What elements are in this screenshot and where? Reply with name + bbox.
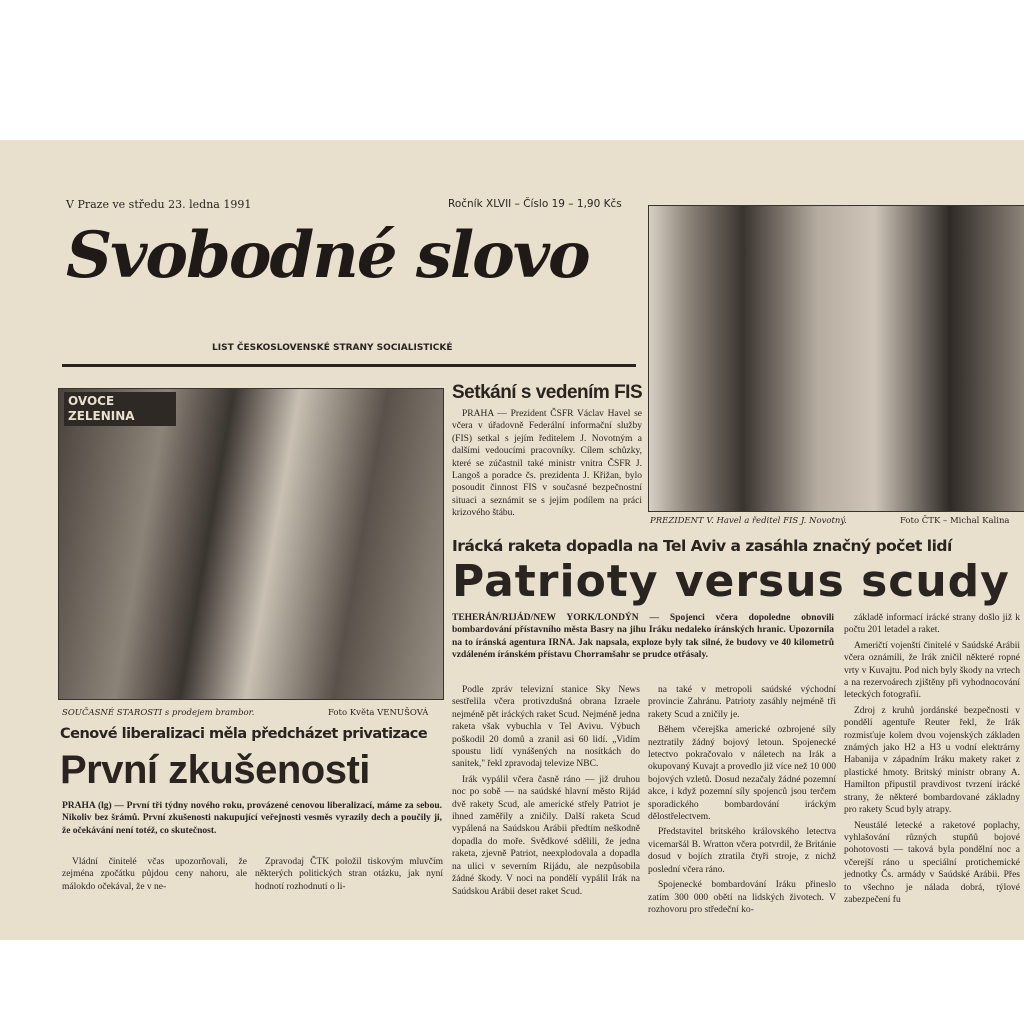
issue-date: V Praze ve středu 23. ledna 1991 xyxy=(66,198,252,211)
masthead-rule xyxy=(62,364,636,367)
issue-number: Ročník XLVII – Číslo 19 – 1,90 Kčs xyxy=(448,198,622,210)
paragraph: Podle zpráv televizní stanice Sky News sestřelila včera protivzdušná obrana Izraele nejméně pět iráckých raket Scud. Nejméně jedna raketa však vybuchla v Tel Avivu. Výbuch poškodil 20 domů a zranil asi 60 lidí. „Vidím spoustu lidí vynášených na nosítkách do sanitek," řekl zpravodaj televize NBC. xyxy=(452,685,640,770)
fis-body: PRAHA — Prezident ČSFR Václav Havel se včera v úřadovně Federální informační služby (FIS) setkal s jejím ředitelem J. Novotným a dalšími vedoucími pracovníky. Cílem schůzky, které se zúčastnil také ministr vnitra ČSFR J. Langoš a poradce čs. prezidenta J. Křižan, bylo posoudit činnost FIS v současné bezpečnostní situaci a seznámit se s jejím podílem na práci krizového štábu. xyxy=(452,409,642,519)
paragraph: Zpravodaj ČTK položil tiskovým mluvčím některých politických stran otázku, jak nyní hodnotí rozhodnutí o li- xyxy=(255,857,443,892)
paragraph: Představitel britského královského letectva vicemaršál B. Wratton včera potvrdil, že Británie dosud v bojích ztratila čtyři stroje, z nichž poslední včera ráno. xyxy=(648,827,836,875)
shop-sign: OVOCE ZELENINA xyxy=(64,392,176,426)
paragraph: Spojenecké bombardování Iráku přineslo zatím 300 000 obětí na lidských životech. V rozhovoru pro středeční ko- xyxy=(648,880,836,915)
fis-article xyxy=(452,408,642,523)
paragraph: na také v metropoli saúdské východní provincie Zahránu. Patrioty zasáhly nejméně tři rakety Scud a zničily je. xyxy=(648,685,836,720)
photo-havel-meeting xyxy=(648,205,1024,512)
main-headline: Patrioty versus scudy xyxy=(452,556,1010,607)
main-column-1 xyxy=(452,684,640,901)
photo-caption: PREZIDENT V. Havel a ředitel FIS J. Novotný. xyxy=(650,516,847,526)
masthead-logo: Svobodné slovo xyxy=(66,218,589,293)
prices-column-1 xyxy=(62,856,247,896)
paragraph: Zdroj z kruhů jordánské bezpečnosti v pondělí agentuře Reuter řekl, že Irák rozmisťuje kolem dvou vojenských základen známých jako H2 a H3 u vodní elektrárny Habanija v západním Iráku makety raket z plastické hmoty. Britský ministr obrany A. Hamilton připustil pravdivost tvrzení irácké strany, že některé bombardované základny pro rakety Scud byly atrapy. xyxy=(844,705,1020,816)
photo-credit: Foto ČTK – Michal Kalina xyxy=(900,516,1010,526)
masthead-subtitle: LIST ČESKOSLOVENSKÉ STRANY SOCIALISTICKÉ xyxy=(212,343,453,353)
prices-lead: PRAHA (lg) — První tři týdny nového roku, provázené cenovou liberalizací, máme za sebou. Nikoliv bez šrámů. První zkušenosti nakupující veřejnosti vesměs vyrazily dech a poučily ji, že očekávání není totéž, co skutečnost. xyxy=(62,801,442,836)
fis-headline: Setkání s vedením FIS xyxy=(452,382,643,403)
paragraph: Během včerejška americké ozbrojené síly neztratily žádný bojový letoun. Spojenecké letectvo pokračovalo v náletech na Irák a okupovaný Kuvajt a provedlo již více než 10 000 bojových vzletů. Dosud nezačaly žádné pozemní akce, i když pozemní síly spojenců jsou terčem sporadického bombardování iráckým dělostřelectvem. xyxy=(648,725,836,823)
prices-column-2 xyxy=(255,856,443,896)
paragraph: Vládní činitelé včas upozorňovali, že zejména zpočátku půjdou ceny nahoru, ale málokdo očekával, že v ne- xyxy=(62,857,247,892)
prices-headline: První zkušenosti xyxy=(60,748,370,792)
photo-credit: Foto Květa VENUŠOVÁ xyxy=(328,708,429,718)
main-kicker: Irácká raketa dopadla na Tel Aviv a zasáhla značný počet lidí xyxy=(452,537,952,555)
paragraph: základě informací irácké strany došlo již k počtu 201 letadel a raket. xyxy=(844,613,1020,636)
main-column-2 xyxy=(648,684,836,919)
paragraph: Neustálé letecké a raketové poplachy, vyhlašování různých stupňů bojové pohotovosti — taková byla pondělní noc a včerejší ráno u speciální protichemické jednotky Čs. armády v Saúdské Arábii. Přes to všechno je nálada dobrá, týlové zabezpečení fu xyxy=(844,820,1020,905)
photo-caption: SOUČASNÉ STAROSTI s prodejem brambor. xyxy=(62,708,255,718)
main-column-3 xyxy=(844,612,1020,909)
paragraph: Američtí vojenští činitelé v Saúdské Arábii včera oznámili, že Irák zničil některé ropné vrty v Kuvajtu. Pod nich byly škody na vrtech a na rezervoárech zjištěny při vyhodnocování leteckých fotografií. xyxy=(844,640,1020,701)
paragraph: Irák vypálil včera časně ráno — již druhou noc po sobě — na saúdské hlavní město Rijád dvě rakety Scud, ale americké střely Patriot je ihned zaměřily a zničily. Další raketa Scud vypálená na Saúdskou Arábii předtím neškodně dopadla do moře. Svědkové sdělili, že jedna raketa, zjevně Patriot, neexplodovala a dopadla na ulici v severním Rijádu, ale nezpůsobila žádné škody. V noci na pondělí vypálil Irák na Saúdskou Arábii deset raket Scud. xyxy=(452,774,640,897)
prices-kicker: Cenové liberalizaci měla předcházet privatizace xyxy=(60,726,428,742)
photo-vegetable-shop xyxy=(58,388,444,700)
main-lead: TEHERÁN/RIJÁD/NEW YORK/LONDÝN — Spojenci včera dopoledne obnovili bombardování přístavního města Basry na jihu Iráku nedaleko íránských hranic. Upozornila na to íránská agentura IRNA. Jak napsala, exploze byly tak silné, že budovy ve 40 kilometrů vzdáleném íránském přístavu Chorramšahr se prudce otřásaly. xyxy=(452,613,834,661)
